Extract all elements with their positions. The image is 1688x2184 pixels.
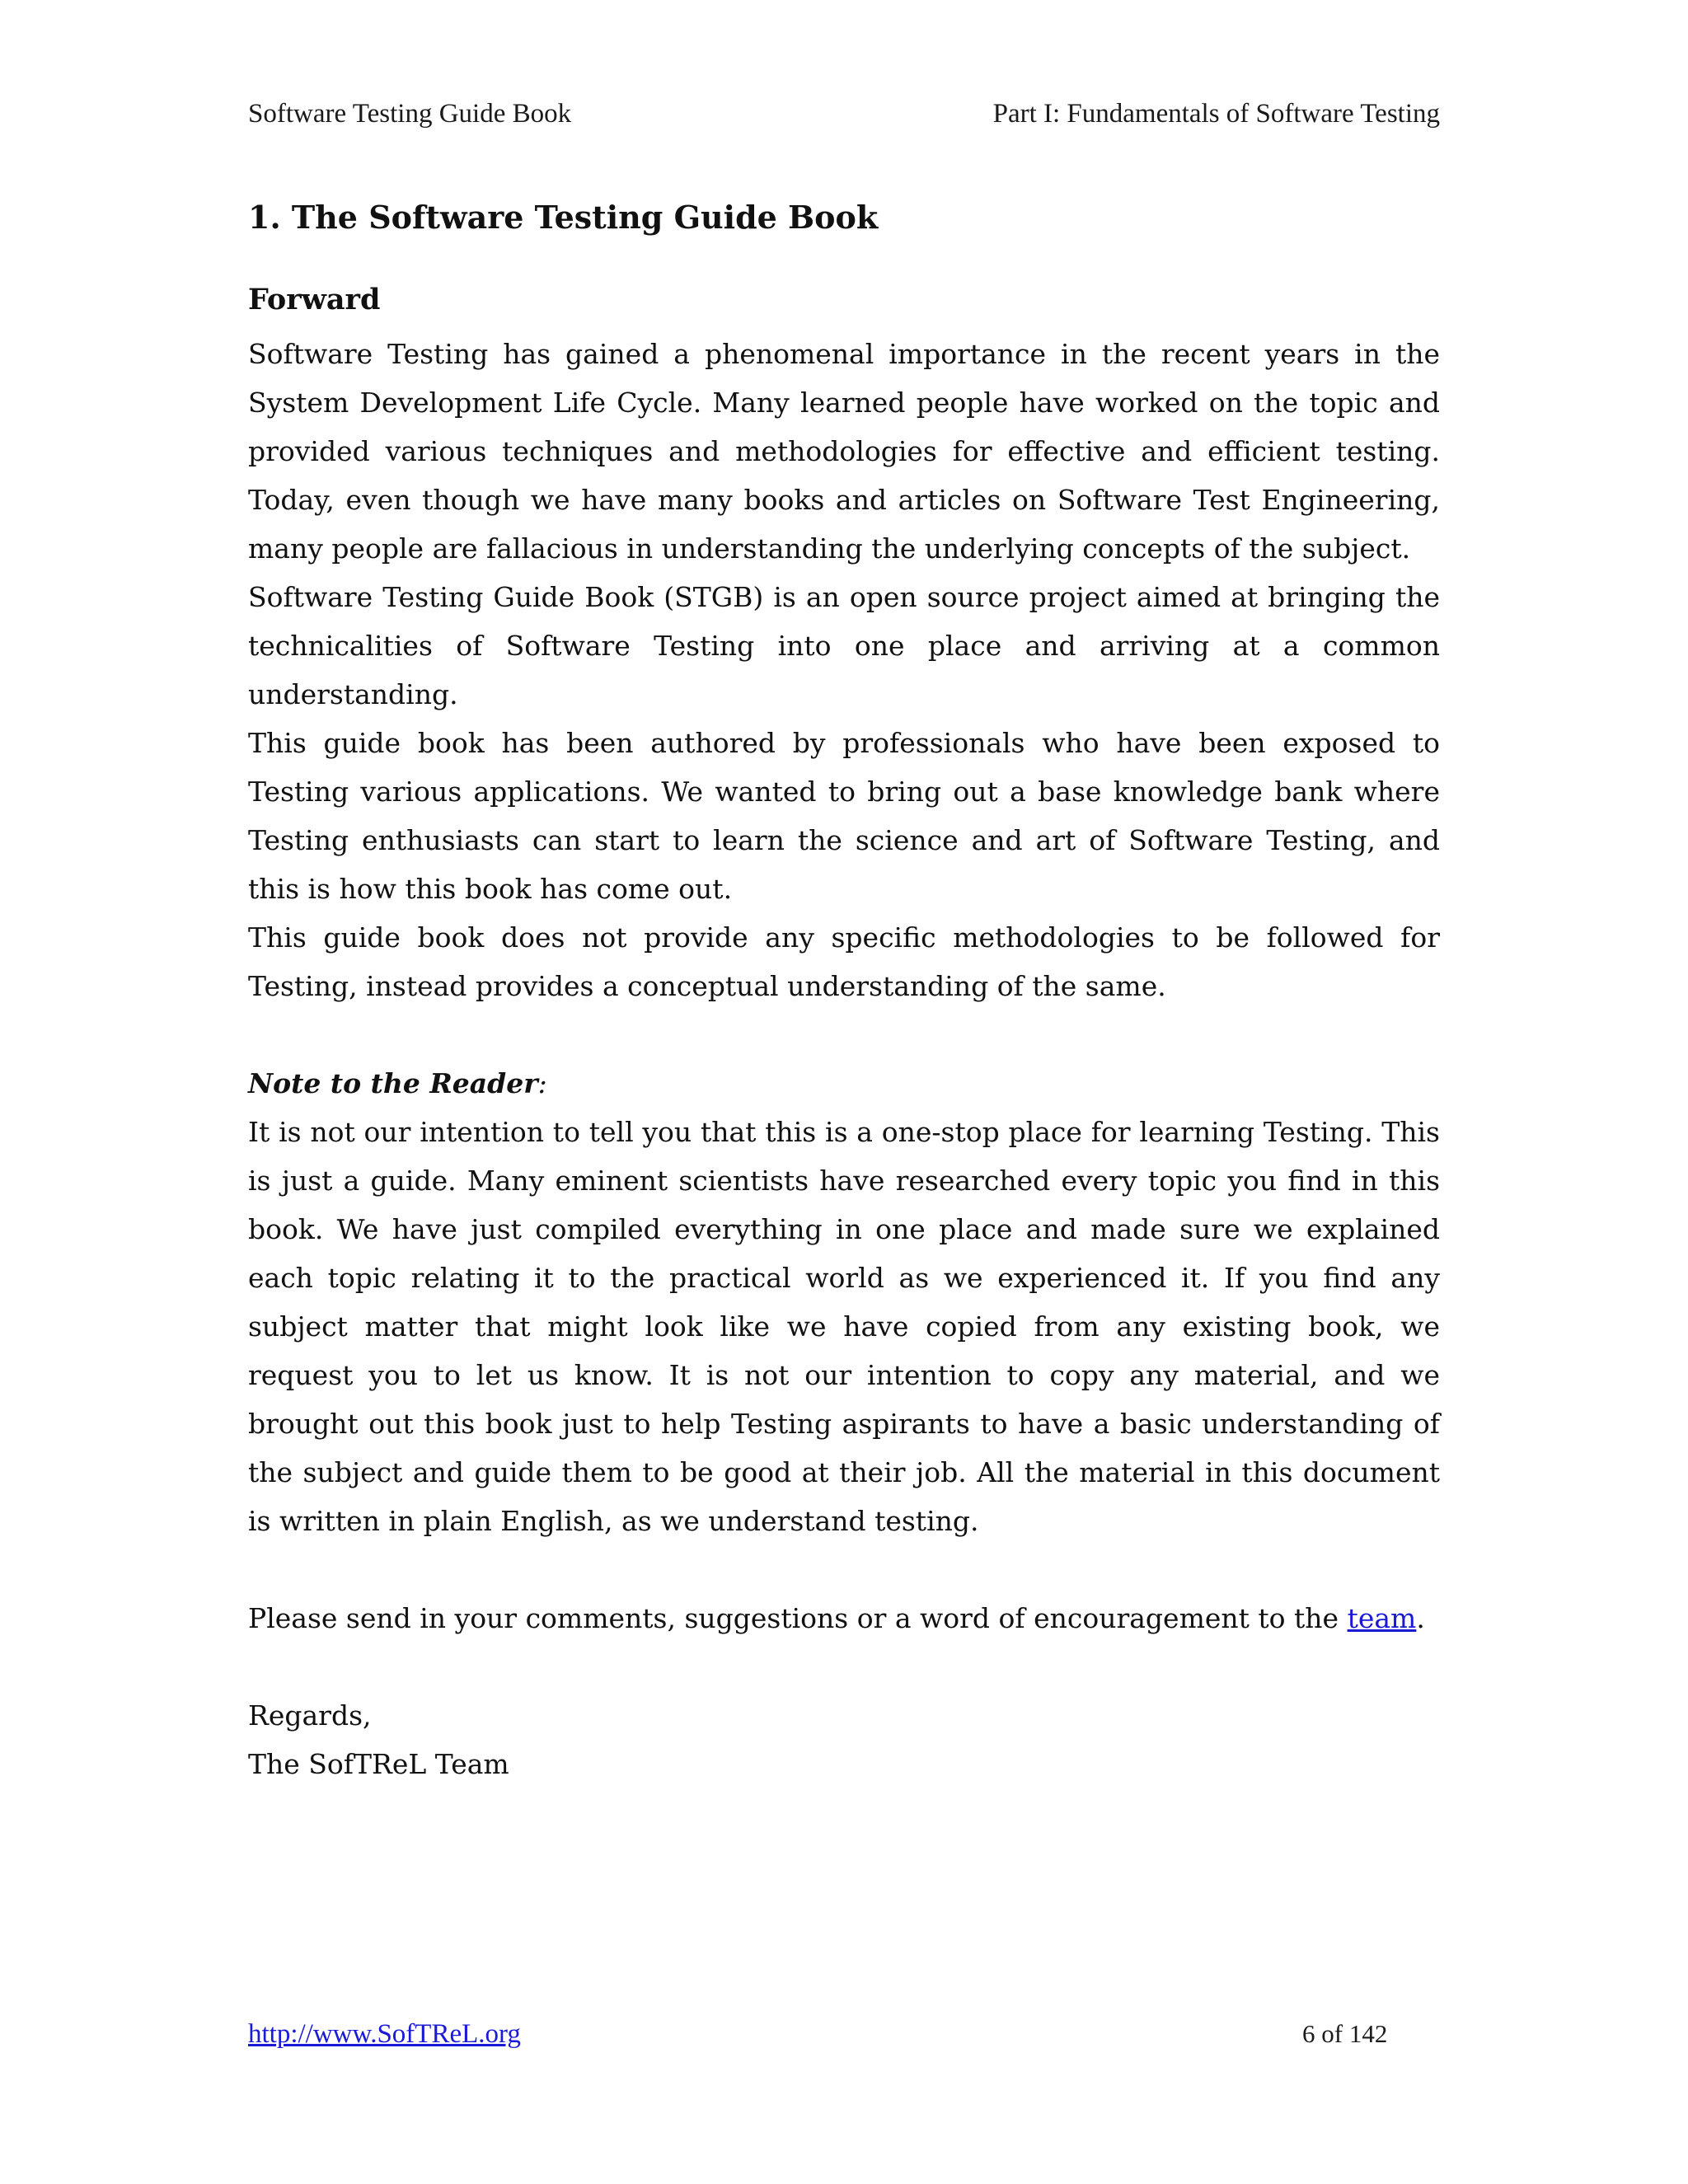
- signoff-team: The SofTReL Team: [248, 1748, 509, 1780]
- page-number: 6 of 142: [1302, 2019, 1388, 2048]
- forward-paragraph: Software Testing Guide Book (STGB) is an open source project aimed at bringing the technicalities of Software Testing into one place and arriving at a common understanding.: [248, 581, 1440, 710]
- running-header-part: Part I: Fundamentals of Software Testing: [992, 99, 1440, 129]
- signoff-regards: Regards,: [248, 1699, 372, 1732]
- spacer: [248, 1545, 1440, 1594]
- section-title-forward: Forward: [248, 283, 381, 316]
- contact-period: .: [1416, 1602, 1425, 1634]
- contact-text: Please send in your comments, suggestions or a word of encouragement to the: [248, 1602, 1348, 1634]
- spacer: [248, 1010, 1440, 1059]
- note-paragraph: It is not our intention to tell you that this is a one-stop place for learning Testing. This is just a guide. Many eminent scientists have researched every topic you find in this book. We have just compiled everything in one place and made sure we explained each topic relating it to the practical world as we experienced it. If you find any subject matter that might look like we have copied from any existing book, we request you to let us know. It is not our intention to copy any material, and we brought out this book just to help Testing aspirants to have a basic understanding of the subject and guide them to be good at their job. All the material in this document is written in plain English, as we understand testing.: [248, 1116, 1440, 1537]
- chapter-title: 1. The Software Testing Guide Book: [248, 199, 879, 236]
- contact-line: [248, 1594, 1440, 1643]
- team-link[interactable]: team: [1347, 1602, 1417, 1634]
- spacer: [248, 1643, 1440, 1691]
- note-heading-label: Note to the Reader: [248, 1067, 538, 1099]
- page-content: [248, 194, 1440, 1788]
- running-header-title: Software Testing Guide Book: [248, 99, 572, 129]
- note-heading: [248, 1059, 1440, 1108]
- footer-website-link[interactable]: http://www.SofTReL.org: [248, 2019, 521, 2049]
- forward-paragraph: This guide book does not provide any specific methodologies to be followed for Testing, instead provides a conceptual understanding of the same.: [248, 921, 1440, 1002]
- note-heading-colon: :: [537, 1067, 547, 1099]
- forward-paragraph: This guide book has been authored by professionals who have been exposed to Testing various applications. We wanted to bring out a base knowledge bank where Testing enthusiasts can start to learn the science and art of Software Testing, and this is how this book has come out.: [248, 727, 1440, 905]
- forward-paragraph: Software Testing has gained a phenomenal importance in the recent years in the System Development Life Cycle. Many learned people have worked on the topic and provided various techniques and methodologies for effective and efficient testing. Today, even though we have many books and articles on Software Test Engineering, many people are fallacious in understanding the underlying concepts of the subject.: [248, 338, 1440, 565]
